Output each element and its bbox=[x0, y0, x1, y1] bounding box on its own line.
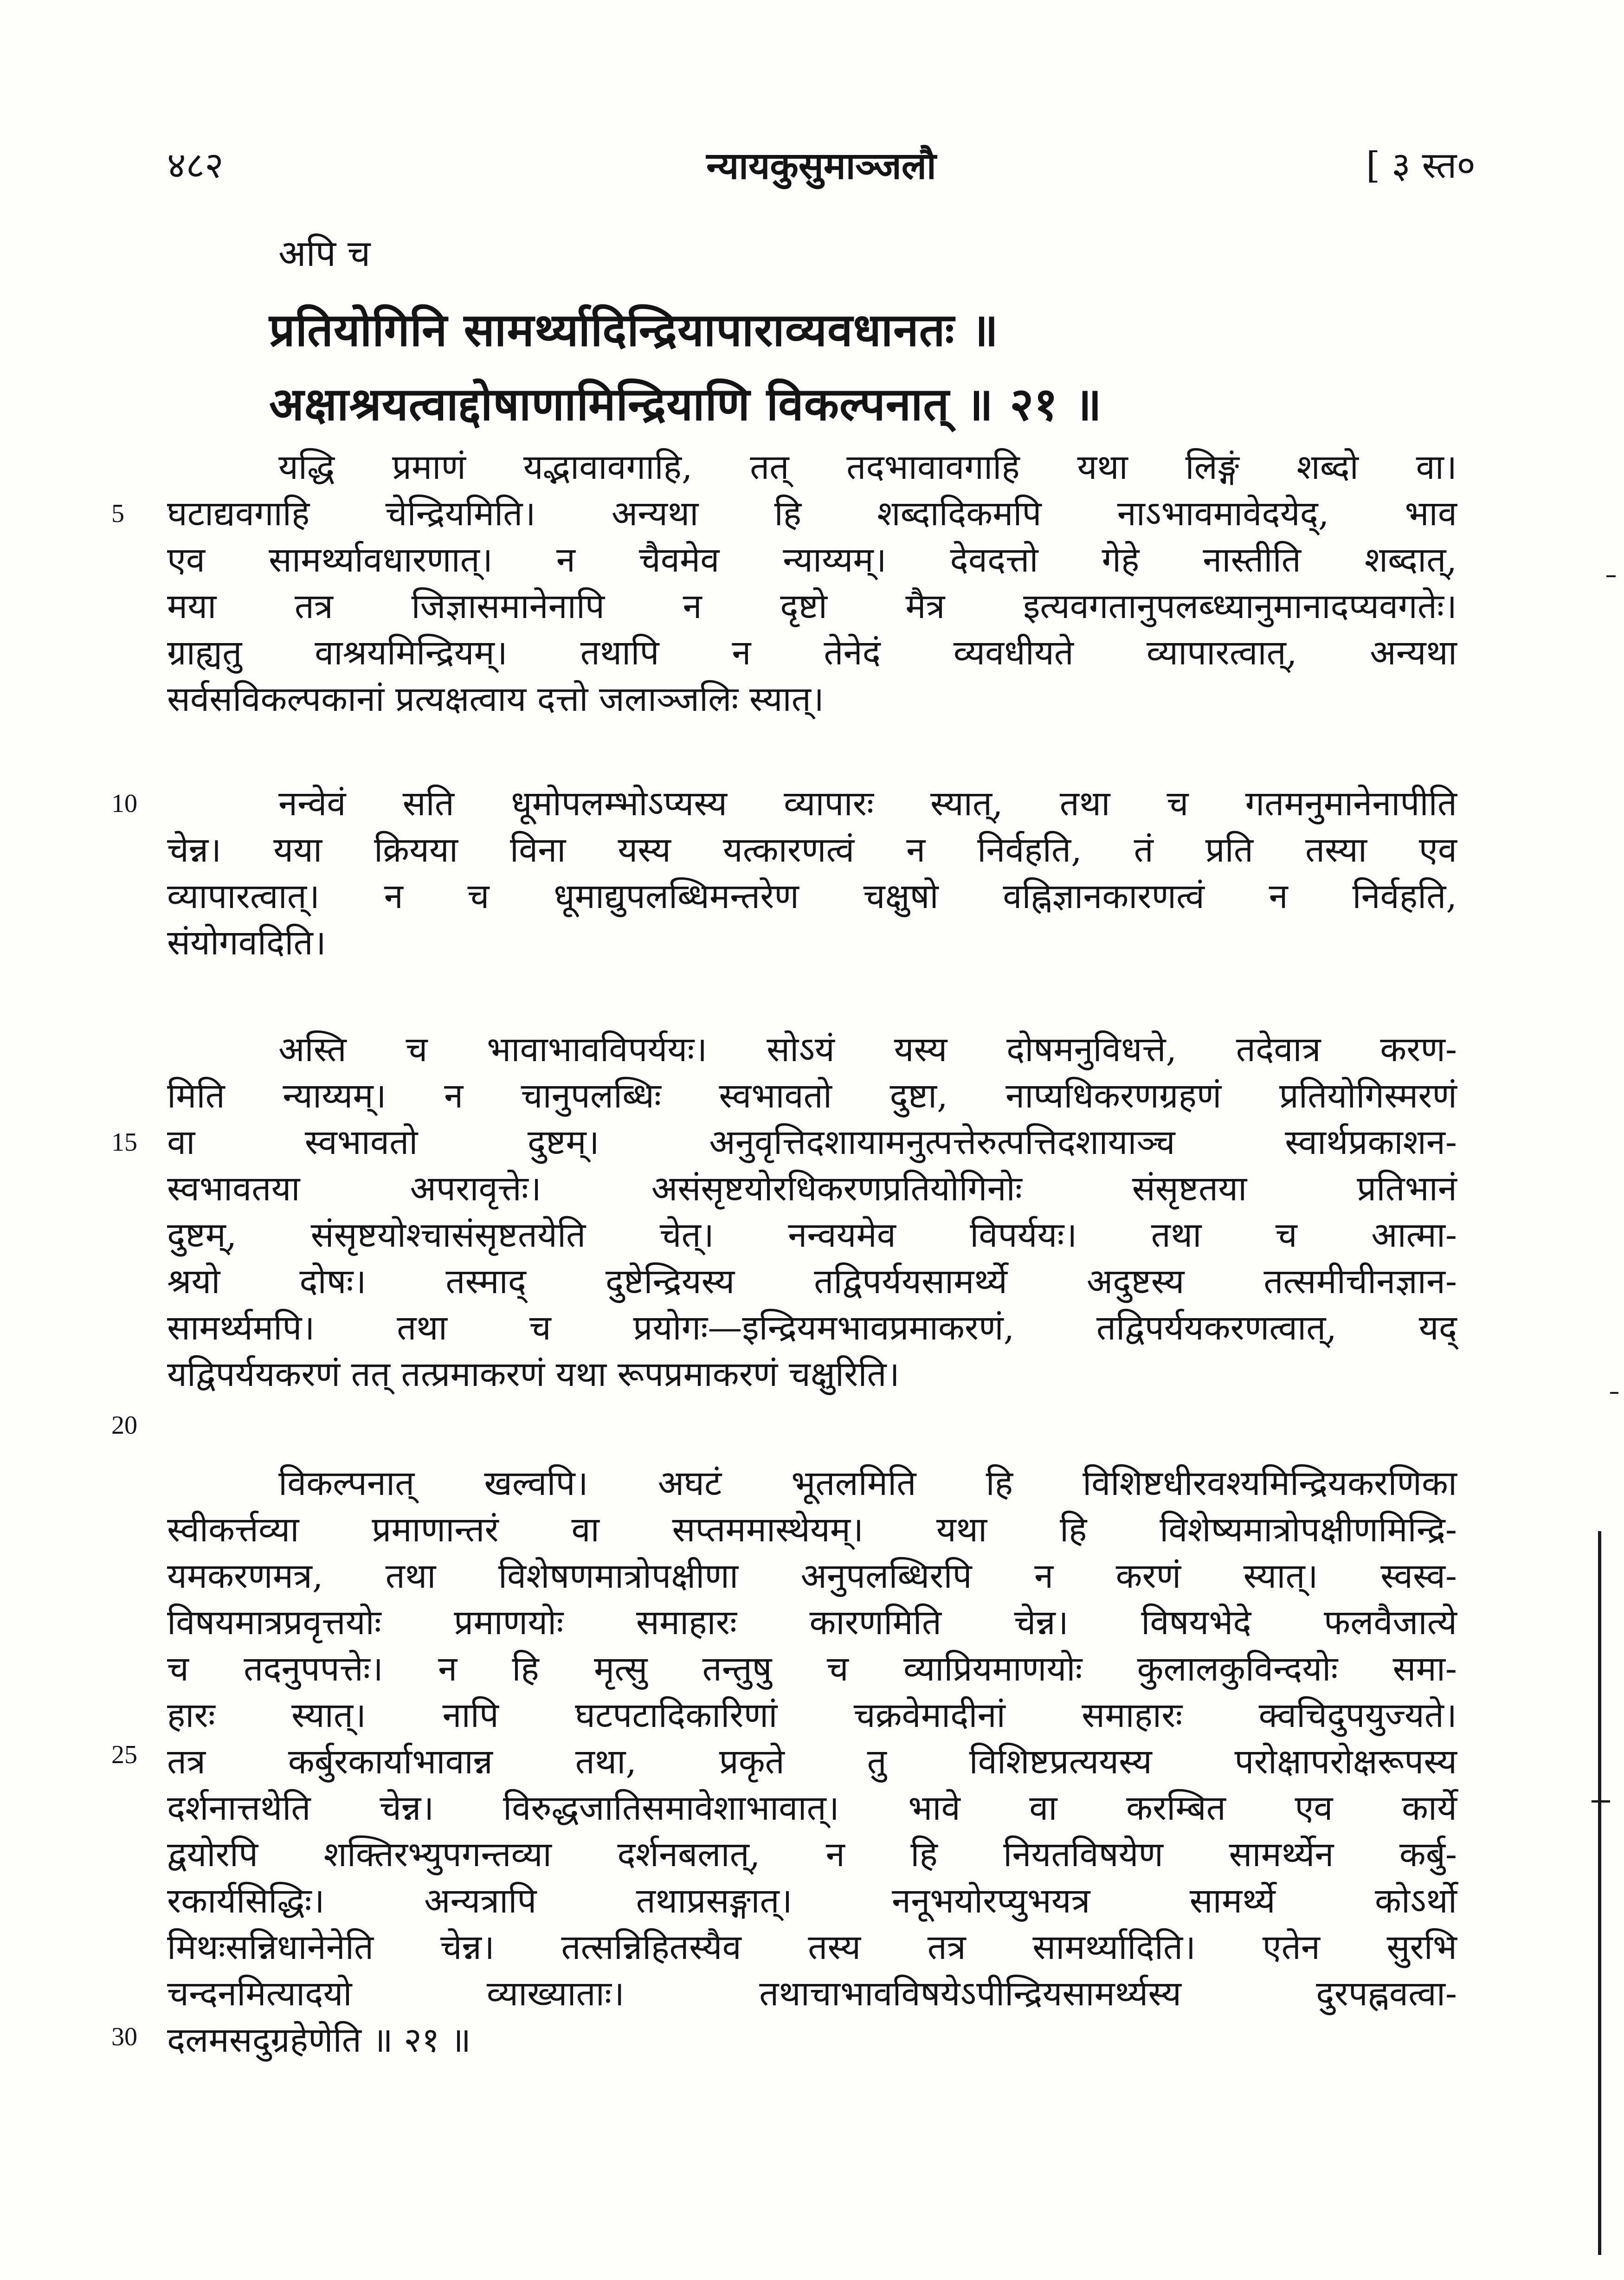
margin-rule bbox=[1598, 1531, 1601, 2255]
text-line: मिथःसन्निधानेनेति चेन्न। तत्सन्निहितस्यैव तस्य तत्र सामर्थ्यादिति। एतेन सुरभि bbox=[167, 1927, 1457, 1967]
text-line: स्वभावतया अपरावृत्तेः। असंसृष्टयोरधिकरणप्रतियोगिनोः संसृष्टतया प्रतिभानं bbox=[167, 1169, 1457, 1209]
section-mark: [ ३ स्त० bbox=[1366, 145, 1476, 187]
text-line: मिति न्याय्यम्। न चानुपलब्धिः स्वभावतो दुष्टा, नाप्यधिकरणग्रहणं प्रतियोगिस्मरणं bbox=[167, 1076, 1457, 1116]
text-line: यद्धि प्रमाणं यद्भावावगाहि, तत् तदभावावगाहि यथा लिङ्गं शब्दो वा। bbox=[278, 447, 1457, 487]
line-number: 25 bbox=[111, 1740, 137, 1769]
text-line: श्रयो दोषः। तस्माद् दुष्टेन्द्रियस्य तद्विपर्ययसामर्थ्ये अदुष्टस्य तत्समीचीनज्ञान- bbox=[167, 1262, 1457, 1301]
text-line: व्यापारत्वात्। न च धूमाद्युपलब्धिमन्तरेण चक्षुषो वह्निज्ञानकारणत्वं न निर्वहति, bbox=[167, 876, 1457, 916]
margin-tick bbox=[1592, 1800, 1610, 1803]
text-line: घटाद्यवगाहि चेन्द्रियमिति। अन्यथा हि शब्दादिकमपि नाऽभावमावेदयेद्, भाव bbox=[167, 494, 1457, 534]
text-line: एव सामर्थ्यावधारणात्। न चैवमेव न्याय्यम्। देवदत्तो गेहे नास्तीति शब्दात्, bbox=[167, 540, 1457, 580]
text-line: ग्राह्यतु वाश्रयमिन्द्रियम्। तथापि न तेनेदं व्यवधीयते व्यापारत्वात्, अन्यथा bbox=[167, 633, 1457, 673]
text-line: चन्दनमित्यादयो व्याख्याताः। तथाचाभावविषयेऽपीन्द्रियसामर्थ्यस्य दुरपह्नवत्वा- bbox=[167, 1974, 1457, 2014]
margin-tick bbox=[1606, 575, 1616, 577]
line-number: 15 bbox=[111, 1128, 137, 1157]
text-line: दुष्टम्, संसृष्टयोश्चासंसृष्टतयेति चेत्। नन्वयमेव विपर्ययः। तथा च आत्मा- bbox=[167, 1215, 1457, 1255]
text-line: सर्वसविकल्पकानां प्रत्यक्षत्वाय दत्तो जलाञ्जलिः स्यात्। bbox=[167, 679, 824, 719]
verse-line-2: अक्षाश्रयत्वाद्दोषाणामिन्द्रियाणि विकल्पनात् ॥ २१ ॥ bbox=[269, 378, 1102, 431]
page-number: ४८२ bbox=[167, 145, 224, 187]
running-title: न्यायकुसुमाञ्जलौ bbox=[706, 144, 936, 187]
text-line: संयोगवदिति। bbox=[167, 923, 326, 963]
line-number: 20 bbox=[111, 1411, 137, 1440]
text-line: यमकरणमत्र, तथा विशेषणमात्रोपक्षीणा अनुपलब्धिरपि न करणं स्यात्। स्वस्व- bbox=[167, 1556, 1457, 1596]
text-line: वा स्वभावतो दुष्टम्। अनुवृत्तिदशायामनुत्पत्तेरुत्पत्तिदशायाञ्च स्वार्थप्रकाशन- bbox=[167, 1122, 1457, 1162]
text-line: च तदनुपपत्तेः। न हि मृत्सु तन्तुषु च व्याप्रियमाणयोः कुलालकुविन्दयोः समा- bbox=[167, 1649, 1457, 1689]
text-line: रकार्यसिद्धिः। अन्यत्रापि तथाप्रसङ्गात्। ननूभयोरप्युभयत्र सामर्थ्ये कोऽर्थो bbox=[167, 1881, 1457, 1921]
text-line: दर्शनात्तथेति चेन्न। विरुद्धजातिसमावेशाभावात्। भावे वा करम्बित एव कार्ये bbox=[167, 1788, 1457, 1828]
text-line: मया तत्र जिज्ञासमानेनापि न दृष्टो मैत्र इत्यवगतानुपलब्ध्यानुमानादप्यवगतेः। bbox=[167, 586, 1457, 626]
text-line: तत्र कर्बुरकार्याभावान्न तथा, प्रकृते तु विशिष्टप्रत्ययस्य परोक्षापरोक्षरूपस्य bbox=[167, 1742, 1457, 1782]
text-line: स्वीकर्त्तव्या प्रमाणान्तरं वा सप्तममास्थेयम्। यथा हि विशेष्यमात्रोपक्षीणमिन्द्रि- bbox=[167, 1510, 1457, 1550]
text-line: विषयमात्रप्रवृत्तयोः प्रमाणयोः समाहारः कारणमिति चेन्न। विषयभेदे फलवैजात्ये bbox=[167, 1603, 1457, 1642]
verse-line-1: प्रतियोगिनि सामर्थ्यादिन्द्रियापाराव्यवधानतः ॥ bbox=[269, 303, 999, 357]
text-line: द्वयोरपि शक्तिरभ्युपगन्तव्या दर्शनबलात्, न हि नियतविषयेण सामर्थ्येन कर्बु- bbox=[167, 1835, 1457, 1874]
page-header bbox=[167, 139, 1476, 200]
text-line: यद्विपर्ययकरणं तत् तत्प्रमाकरणं यथा रूपप्रमाकरणं चक्षुरिति। bbox=[167, 1354, 900, 1394]
intro-phrase: अपि च bbox=[278, 233, 371, 275]
line-number: 30 bbox=[111, 2022, 137, 2051]
text-line: नन्वेवं सति धूमोपलम्भोऽप्यस्य व्यापारः स्यात्, तथा च गतमनुमानेनापीति bbox=[278, 784, 1457, 824]
margin-tick bbox=[1610, 1392, 1618, 1394]
text-line: अस्ति च भावाभावविपर्ययः। सोऽयं यस्य दोषमनुविधत्ते, तदेवात्र करण- bbox=[278, 1030, 1457, 1069]
text-line: सामर्थ्यमपि। तथा च प्रयोगः—इन्द्रियमभावप्रमाकरणं, तद्विपर्ययकरणत्वात्, यद् bbox=[167, 1308, 1457, 1348]
line-number: 10 bbox=[111, 789, 137, 818]
text-line: दलमसदुग्रहेणेति ॥ २१ ॥ bbox=[167, 2020, 471, 2060]
text-line: विकल्पनात् खल्वपि। अघटं भूतलमिति हि विशिष्टधीरवश्यमिन्द्रियकरणिका bbox=[278, 1463, 1457, 1503]
line-number: 5 bbox=[111, 499, 124, 528]
text-line: चेन्न। यया क्रियया विना यस्य यत्कारणत्वं न निर्वहति, तं प्रति तस्या एव bbox=[167, 830, 1457, 870]
text-line: हारः स्यात्। नापि घटपटादिकारिणां चक्रवेमादीनां समाहारः क्वचिदुपयुज्यते। bbox=[167, 1695, 1457, 1735]
